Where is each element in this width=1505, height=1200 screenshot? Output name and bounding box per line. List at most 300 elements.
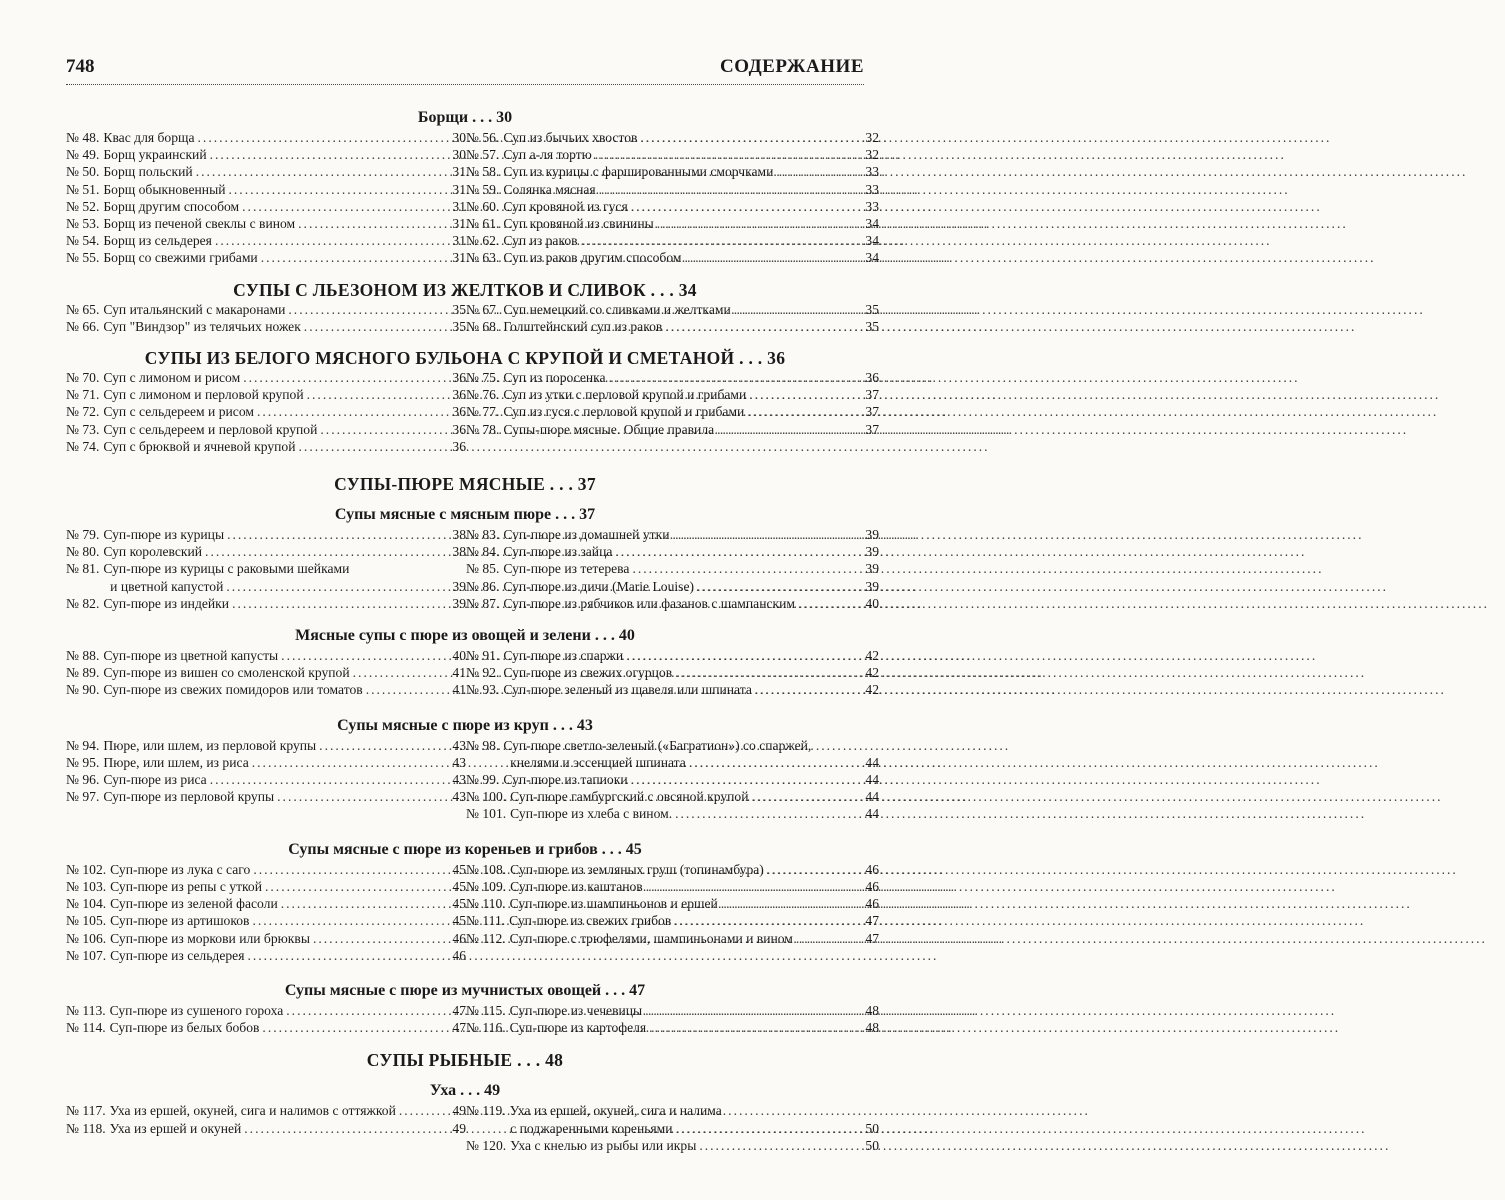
entry-page: 32 [865,130,879,145]
entry-page: 44 [865,806,879,822]
toc-entry [66,526,466,543]
entry-page: 35 [865,301,879,317]
dot-leader [227,526,439,543]
entry-number: № 58. [466,164,500,180]
entry-number: № 101. [466,806,507,822]
toc-entry [466,129,879,146]
entry-title: Суп а-ля тортю [503,147,592,163]
section-title: Супы мясные с мясным пюре . . . 37 [334,506,596,524]
toc-entry [466,198,879,215]
dot-leader [205,543,439,560]
entry-page: 45 [452,913,466,929]
entry-page: 45 [452,896,466,912]
entry-number: № 106. [66,930,107,946]
entry-page: 37 [865,387,879,403]
toc-entry [66,215,466,232]
toc-entry [66,947,466,964]
entry-page: 30 [452,147,466,163]
dot-leader [657,215,852,232]
toc-entry [466,578,879,595]
dot-leader [767,861,852,878]
toc-entry [466,805,879,822]
toc-entry [66,403,466,420]
toc-columns [66,526,879,612]
section-title: СУПЫ ИЗ БЕЛОГО МЯСНОГО БУЛЬОНА С КРУПОЙ И СМЕТАНОЙ . . . 36 [144,348,786,369]
entry-title: Суп-пюре из цветной капусты [103,648,279,664]
entry-title: Суп-пюре из спаржи [503,648,624,664]
toc-entry [466,912,879,929]
entry-page: 31 [452,198,466,214]
entry-title: Уха с кнелью из рыбы или икры [510,1137,697,1153]
toc-column-left [66,301,466,335]
entry-number: № 117. [66,1103,106,1119]
section-title: Супы мясные с пюре из мучнистых овощей . . . 47 [284,981,646,999]
entry-page: 42 [865,682,879,698]
entry-page: 41 [452,665,466,681]
dot-leader [672,526,852,543]
entry-title: Суп-пюре из вишен со смоленской крупой [103,665,350,681]
toc-section [66,348,879,455]
entry-title: Суп из гуся с перловой крупой и грибами [503,404,745,420]
entry-number: № 115. [466,1002,506,1018]
entry-page: 38 [452,544,466,560]
toc-entry [466,647,879,664]
toc-section [66,626,879,699]
toc-column-right [466,526,879,612]
entry-title: Суп-пюре с трюфелями, шампиньонами и вином [509,930,793,946]
entry-title: Суп-пюре из земляных груш (топинамбура) [510,861,764,877]
entry-title: Суп-пюре из тетерева [503,561,630,577]
entry-number: № 104. [66,896,107,912]
toc-entry [466,595,879,612]
dot-leader [776,163,852,180]
entry-page: 39 [865,561,879,577]
entry-page: 39 [865,544,879,560]
toc-entry [466,215,879,232]
entry-page: 48 [865,1002,879,1018]
toc-section [66,716,879,823]
entry-page: 42 [865,665,879,681]
entry-title: Суп-пюре зеленый из щавеля или шпината [503,682,752,698]
dot-leader [675,805,852,822]
page-header [66,54,864,85]
dot-leader [243,369,439,386]
toc-columns [66,1102,879,1154]
dot-leader [749,386,852,403]
toc-entry [466,369,879,386]
entry-number: № 74. [66,438,100,454]
entry-number: № 86. [466,578,500,594]
entry-number: № 51. [66,181,100,197]
entry-number: № 87. [466,595,500,611]
entry-number: № 94. [66,737,100,753]
toc-column-left [66,1002,466,1036]
entry-number: № 120. [466,1137,507,1153]
entry-title: Суп-пюре из свежих огурцов [503,665,673,681]
dot-leader [649,1019,852,1036]
dot-leader [307,386,439,403]
entry-number: № 111. [466,913,506,929]
toc-entry [66,560,466,577]
entry-number: № 118. [66,1120,106,1136]
toc-column-right [466,301,879,335]
toc-columns [66,1002,879,1036]
entry-number: № 60. [466,198,500,214]
dot-leader [353,664,439,681]
dot-leader [674,912,852,929]
entry-number: № 54. [66,233,100,249]
entry-number: № 76. [466,387,500,403]
dot-leader [615,543,852,560]
entry-title: Суп-пюре из зайца [503,544,613,560]
dot-leader [689,754,852,771]
toc-entry [66,1019,466,1036]
toc-entry [466,737,879,754]
entry-page: 46 [865,896,879,912]
entry-number: № 91. [466,648,500,664]
entry-title: Суп-пюре из перловой крупы [103,789,275,805]
dot-leader [595,146,852,163]
entry-page: 36 [452,438,466,454]
entry-title: Суп-пюре из каштанов [510,878,643,894]
toc-entry [466,1120,879,1137]
entry-page: 44 [865,754,879,770]
entry-number: № 70. [66,370,100,386]
entry-number: № 92. [466,665,500,681]
entry-number: № 96. [66,772,100,788]
entry-title: и цветной капустой [110,578,224,594]
entry-title: Суп-пюре из курицы с раковыми шейками [103,561,350,577]
toc-section [66,981,879,1036]
toc-entry [66,421,466,438]
toc-entry [466,754,879,771]
entry-title: Суп-пюре гамбургский с овсяной крупой [510,789,749,805]
entry-number: № 48. [66,130,100,145]
entry-page: 40 [452,648,466,664]
entry-page: 31 [452,233,466,249]
running-title: СОДЕРЖАНИЕ [720,56,864,77]
dot-leader [257,403,439,420]
toc-columns [66,647,879,699]
toc-section [66,279,879,335]
toc-entry [66,861,466,878]
toc-entry [466,386,879,403]
entry-page: 31 [452,181,466,197]
dot-leader [277,788,439,805]
entry-page: 43 [452,754,466,770]
entry-title: Борщ из сельдерея [103,233,212,249]
entry-number: № 89. [66,665,100,681]
toc-entry [66,181,466,198]
dot-leader [640,129,852,146]
dot-leader [796,930,852,947]
dot-leader [717,421,852,438]
entry-number: № 119. [466,1103,506,1119]
entry-number: № 62. [466,233,500,249]
entry-page: 37 [865,404,879,420]
entry-page: 43 [452,789,466,805]
entry-number: № 81. [66,561,100,577]
dot-leader [734,301,852,318]
entry-title: Борщ обыкновенный [103,181,226,197]
entry-title: Суп из курицы с фаршированными сморчками [503,164,774,180]
entry-page: 33 [865,164,879,180]
entry-page: 36 [452,387,466,403]
entry-number: № 102. [66,861,107,877]
entry-number: № 114. [66,1020,106,1036]
section-title: Борщи . . . 30 [417,109,513,126]
entry-number: № 103. [66,878,107,894]
toc-entry [66,681,466,698]
dot-leader [242,198,439,215]
entry-number: № 79. [66,527,100,543]
dot-leader [304,318,439,335]
chapter-title: СУПЫ РЫБНЫЕ . . . 48 [366,1050,564,1071]
entry-page: 31 [452,250,466,266]
entry-number: № 82. [66,595,100,611]
entry-number: № 55. [66,250,100,266]
entry-title: Суп с брюквой и ячневой крупой [103,438,296,454]
toc-column-right [466,1102,879,1154]
dot-leader [313,930,439,947]
entry-page: 40 [865,595,879,611]
toc-entry [66,301,466,318]
toc-entry [66,647,466,664]
page-number: 748 [66,56,95,77]
entry-title: Суп из раков [503,233,578,249]
entry-page: 39 [865,527,879,543]
dot-leader [721,895,852,912]
table-of-contents [66,108,879,1154]
toc-entry [66,1120,466,1137]
toc-section [66,1050,879,1154]
toc-entry [66,369,466,386]
entry-number: № 77. [466,404,500,420]
entry-title: Суп-пюре из белых бобов [109,1020,260,1036]
toc-entry [66,771,466,788]
entry-number: № 90. [66,682,100,698]
toc-column-left [66,1102,466,1154]
dot-leader [581,232,852,249]
entry-title: Пюре, или шлем, из перловой крупы [103,737,317,753]
entry-page: 35 [865,318,879,334]
dot-leader [196,163,439,180]
entry-page: 37 [865,421,879,437]
entry-title: Борщ из печеной свеклы с вином [103,216,296,232]
entry-number: № 84. [466,544,500,560]
entry-number: № 66. [66,318,100,334]
toc-entry [66,788,466,805]
chapter-title: СУПЫ-ПЮРЕ МЯСНЫЕ . . . 37 [334,474,596,495]
entry-title: Суп кровяной из свинины [503,216,654,232]
toc-entry [66,198,466,215]
entry-number: № 107. [66,947,107,963]
toc-column-right [466,737,879,823]
toc-entry [66,129,466,146]
entry-title: Суп-пюре из моркови или брюквы [110,930,310,946]
toc-column-left [66,647,466,699]
dot-leader [288,301,439,318]
entry-title: Суп "Виндзор" из телячьих ножек [103,318,301,334]
toc-columns [66,129,879,267]
toc-entry [466,543,879,560]
dot-leader [253,861,439,878]
dot-leader [247,947,439,964]
entry-number: № 71. [66,387,100,403]
toc-columns [66,369,879,455]
entry-page: 31 [452,164,466,180]
entry-number: № 52. [66,198,100,214]
entry-title: Суп кровяной из гуся [503,198,628,214]
entry-page: 46 [865,861,879,877]
entry-page: 46 [865,878,879,894]
entry-number: № 50. [66,164,100,180]
entry-number: № 73. [66,421,100,437]
entry-title: Суп-пюре из картофеля [509,1020,647,1036]
entry-number: № 88. [66,648,100,664]
toc-entry [66,146,466,163]
toc-column-right [466,369,879,455]
dot-leader [261,249,439,266]
dot-leader [697,578,852,595]
entry-title: Борщ украинский [103,147,207,163]
entry-number: № 95. [66,754,100,770]
entry-title: Голштейнский суп из раков [503,318,663,334]
entry-title: Супы-пюре мясные. Общие правила [503,421,715,437]
dot-leader [281,895,439,912]
dot-leader [265,878,439,895]
entry-title: Суп с сельдереем и перловой крупой [103,421,318,437]
dot-leader [665,318,852,335]
entry-title: Уха из ершей и окуней [109,1120,242,1136]
dot-leader [229,181,440,198]
entry-page: 47 [865,930,879,946]
entry-page: 38 [452,527,466,543]
entry-page: 44 [865,789,879,805]
entry-number: № 56. [466,130,500,145]
entry-number: № 53. [66,216,100,232]
entry-page: 35 [452,301,466,317]
entry-title: Борщ другим способом [103,198,240,214]
entry-title: Суп-пюре из домашней утки [503,527,670,543]
toc-entry [66,878,466,895]
entry-title: Суп-пюре из рябчиков или фазанов с шампанским [503,595,795,611]
dot-leader [747,403,852,420]
dot-leader [210,146,439,163]
dot-leader [752,788,853,805]
entry-number: № 80. [66,544,100,560]
toc-columns [66,737,879,823]
dot-leader [646,878,852,895]
entry-page: 41 [452,682,466,698]
entry-number: № 67. [466,301,500,317]
entry-title: Суп из бычьих хвостов [503,130,638,145]
entry-title: кнелями и эссенцией шпината [510,754,686,770]
entry-page: 49 [452,1103,466,1119]
toc-entry [466,771,879,788]
toc-entry [66,438,466,455]
entry-title: Суп-пюре светло-зеленый («Багратион») со спаржей, [503,737,812,753]
toc-entry [466,681,879,698]
dot-leader [262,1019,439,1036]
toc-entry [466,318,879,335]
toc-entry [466,181,879,198]
toc-column-right [466,647,879,699]
toc-entry [466,1137,879,1154]
toc-entry [466,1102,879,1119]
toc-entry [66,930,466,947]
toc-column-right [466,1002,879,1036]
entry-number: № 78. [466,421,500,437]
entry-page: 44 [865,772,879,788]
entry-page: 36 [452,421,466,437]
toc-entry [466,403,879,420]
toc-entry [66,754,466,771]
toc-entry [66,737,466,754]
dot-leader [286,1002,439,1019]
entry-page: 47 [865,913,879,929]
entry-title: Суп-пюре из сушеного гороха [109,1002,284,1018]
entry-number: № 113. [66,1002,106,1018]
toc-entry [66,543,466,560]
entry-number: № 59. [466,181,500,197]
entry-page: 34 [865,233,879,249]
entry-page: 34 [865,216,879,232]
toc-entry [66,664,466,681]
entry-title: Суп с сельдереем и рисом [103,404,254,420]
dot-leader [631,198,852,215]
entry-number: № 63. [466,250,500,266]
entry-title: Суп-пюре из индейки [103,595,230,611]
entry-page: 50 [865,1137,879,1153]
entry-title: Суп-пюре из артишоков [110,913,250,929]
dot-leader [798,595,852,612]
toc-entry [466,146,879,163]
dot-leader [632,560,852,577]
dot-leader [198,129,439,146]
entry-title: Суп-пюре из сельдерея [110,947,245,963]
dot-leader [675,664,852,681]
entry-number: № 116. [466,1020,506,1036]
entry-number: № 110. [466,896,506,912]
entry-page: 42 [865,648,879,664]
entry-number: № 57. [466,147,500,163]
entry-title: Суп-пюре из хлеба с вином. [510,806,673,822]
toc-entry [466,301,879,318]
entry-title: Суп-пюре из репы с уткой [110,878,262,894]
dot-leader [626,647,852,664]
entry-number: № 98. [466,737,500,753]
entry-number: № 100. [466,789,507,805]
entry-page: 47 [452,1002,466,1018]
entry-page: 33 [865,198,879,214]
toc-entry [466,895,879,912]
dot-leader [232,595,439,612]
toc-entry [66,386,466,403]
entry-number: № 109. [466,878,507,894]
section-title: СУПЫ С ЛЬЕЗОНОМ ИЗ ЖЕЛТКОВ И СЛИВОК . . . 34 [233,279,697,300]
dot-leader [215,232,439,249]
toc-entry [466,163,879,180]
toc-entry [66,578,466,595]
dot-leader [609,369,852,386]
dot-leader [299,438,439,455]
dot-leader [298,215,439,232]
section-title: Мясные супы с пюре из овощей и зелени . . . 40 [295,627,635,645]
toc-column-left [66,129,466,267]
entry-page: 45 [452,878,466,894]
entry-title: Квас для борща [103,130,195,145]
